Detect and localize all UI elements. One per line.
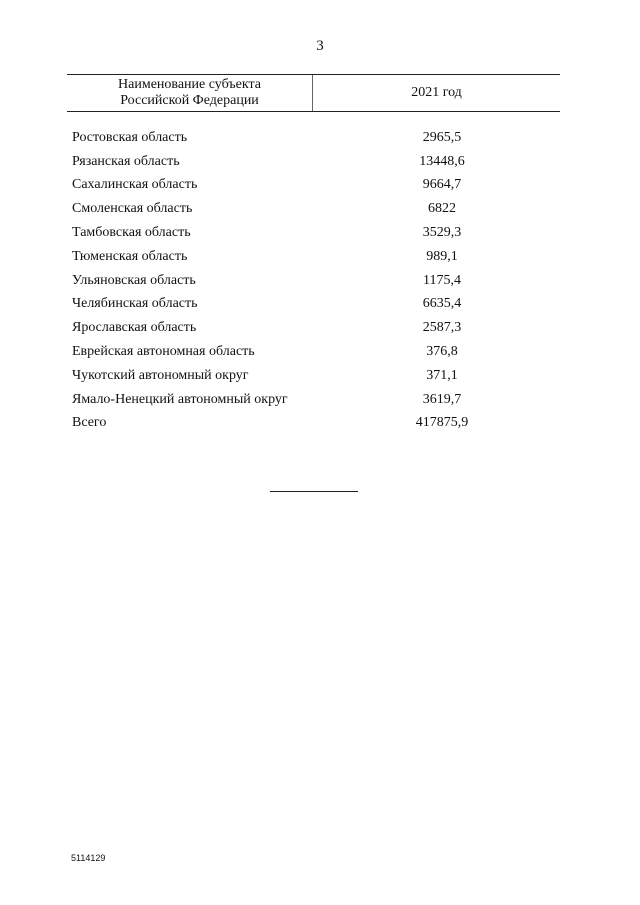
header-subject-line1: Наименование субъекта [118, 77, 261, 92]
table-row [72, 364, 560, 388]
row-value: 417875,9 [415, 415, 469, 431]
row-name: Чукотский автономный округ [72, 367, 249, 383]
table-row [72, 150, 560, 174]
row-name: Ростовская область [72, 129, 188, 145]
row-value: 3619,7 [422, 391, 462, 407]
table-row [72, 340, 560, 364]
table-header [67, 74, 560, 112]
table-row [72, 316, 560, 340]
table-row [72, 293, 560, 317]
row-value: 989,1 [426, 248, 458, 264]
document-code: 5114129 [71, 853, 106, 863]
row-name: Всего [72, 415, 107, 431]
row-value: 2587,3 [422, 320, 462, 336]
row-name: Еврейская автономная область [72, 344, 255, 360]
row-name: Тюменская область [72, 248, 188, 264]
row-name: Рязанская область [72, 153, 180, 169]
header-subject-column [67, 75, 313, 111]
header-year-column: 2021 год [411, 85, 462, 100]
table-row [72, 126, 560, 150]
row-name: Ярославская область [72, 320, 197, 336]
row-name: Смоленская область [72, 201, 193, 217]
table-row [72, 245, 560, 269]
table-row-total [72, 412, 560, 436]
header-subject-line2: Российской Федерации [120, 93, 259, 108]
table-row [72, 269, 560, 293]
row-name: Ямало-Ненецкий автономный округ [72, 391, 288, 407]
end-of-document-rule [270, 491, 358, 492]
row-name: Тамбовская область [72, 225, 191, 241]
row-value: 3529,3 [422, 225, 462, 241]
table-row [72, 174, 560, 198]
row-value: 13448,6 [419, 153, 465, 169]
row-value: 376,8 [426, 344, 458, 360]
table-body [72, 126, 560, 435]
row-name: Челябинская область [72, 296, 198, 312]
row-value: 371,1 [426, 367, 458, 383]
row-value: 6635,4 [422, 296, 462, 312]
row-name: Сахалинская область [72, 177, 198, 193]
table-row [72, 221, 560, 245]
row-value: 2965,5 [422, 129, 462, 145]
page-number: 3 [316, 38, 324, 54]
row-value: 9664,7 [422, 177, 462, 193]
row-name: Ульяновская область [72, 272, 196, 288]
table-row [72, 197, 560, 221]
row-value: 6822 [428, 201, 456, 217]
row-value: 1175,4 [423, 272, 461, 288]
table-row [72, 388, 560, 412]
